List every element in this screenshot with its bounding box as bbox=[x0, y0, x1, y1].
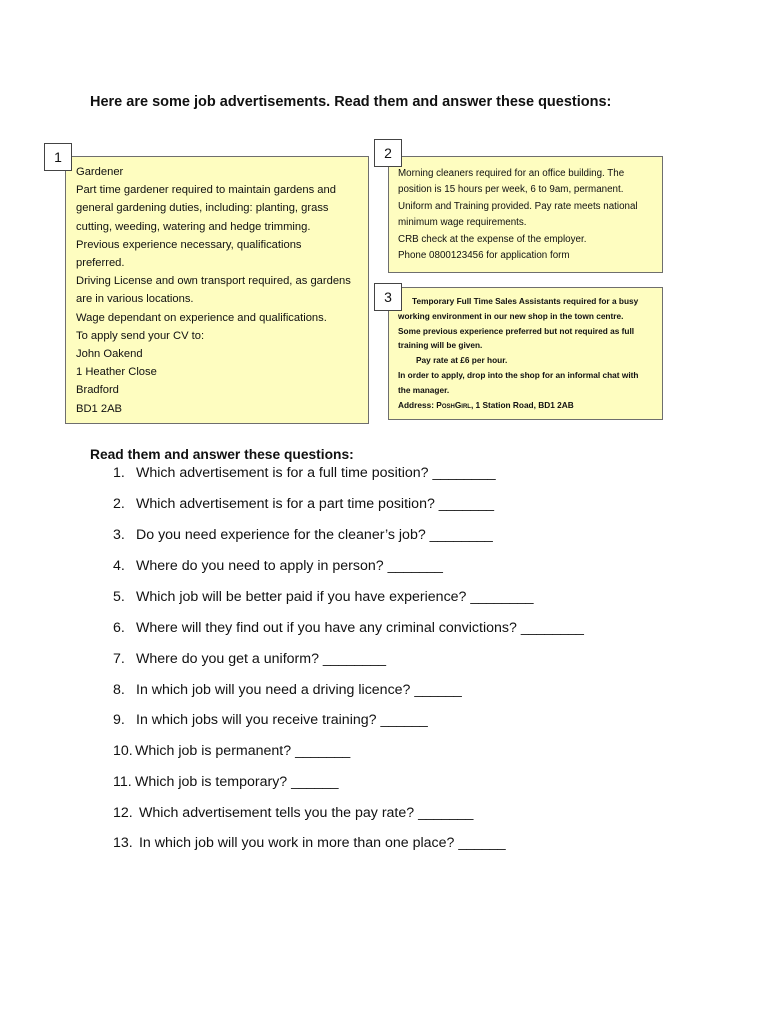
question-number: 7. bbox=[113, 651, 125, 667]
question-text: Where do you need to apply in person? _______ bbox=[136, 558, 443, 574]
advert-text-line: 1 Heather Close bbox=[76, 366, 157, 379]
question-text: Which advertisement is for a part time position? _______ bbox=[136, 496, 495, 512]
address-label: Address: bbox=[398, 399, 437, 410]
advert-cleaners bbox=[388, 156, 663, 273]
question-item bbox=[113, 620, 584, 636]
question-text: In which jobs will you receive training? ______ bbox=[136, 712, 428, 728]
advert-text-line: preferred. bbox=[76, 257, 125, 270]
question-item bbox=[113, 465, 496, 481]
advert-text-line: Gardener bbox=[76, 166, 124, 178]
advert-text-line: Bradford bbox=[76, 384, 119, 397]
question-text: Where do you get a uniform? ________ bbox=[136, 651, 387, 667]
advert-text-line: Part time gardener required to maintain gardens and bbox=[76, 184, 336, 197]
question-number: 13. bbox=[113, 835, 133, 851]
question-number: 5. bbox=[113, 589, 125, 605]
question-number: 9. bbox=[113, 712, 125, 728]
question-number: 1. bbox=[113, 465, 125, 481]
advert-text-line: Previous experience necessary, qualifications bbox=[76, 238, 302, 251]
question-number: 12. bbox=[113, 805, 133, 821]
advert-text-line: working environment in our new shop in the town centre. bbox=[398, 310, 624, 321]
advert-text-line: cutting, weeding, watering and hedge trimming. bbox=[76, 220, 311, 233]
shop-name: PoshGirl bbox=[436, 399, 471, 410]
advert-number-2: 2 bbox=[374, 139, 402, 167]
question-number: 6. bbox=[113, 620, 125, 636]
question-text: Where will they find out if you have any criminal convictions? ________ bbox=[136, 620, 584, 636]
advert-sales-assistants bbox=[388, 287, 663, 420]
advert-number-1: 1 bbox=[44, 143, 72, 171]
advert-gardener bbox=[65, 156, 369, 424]
question-text: Which job will be better paid if you have experience? ________ bbox=[136, 589, 534, 605]
question-item bbox=[113, 774, 338, 790]
advert-address-line bbox=[398, 398, 656, 413]
question-item bbox=[113, 743, 350, 759]
question-text: Which advertisement tells you the pay rate? _______ bbox=[135, 805, 474, 821]
question-item bbox=[113, 651, 386, 667]
page-heading: Here are some job advertisements. Read them and answer these questions: bbox=[90, 94, 612, 110]
question-item bbox=[113, 682, 462, 698]
question-item bbox=[113, 527, 493, 543]
advert-text-line: To apply send your CV to: bbox=[76, 329, 205, 342]
advert-text-line: Wage dependant on experience and qualifications. bbox=[76, 311, 327, 324]
question-text: In which job will you need a driving licence? ______ bbox=[136, 682, 462, 698]
advert-text-line: BD1 2AB bbox=[76, 402, 123, 415]
question-item bbox=[113, 712, 428, 728]
advert-text-line: Uniform and Training provided. Pay rate meets national bbox=[398, 200, 638, 212]
advert-text-line: Driving License and own transport required, as gardens bbox=[76, 275, 351, 288]
advert-text-line: In order to apply, drop into the shop for an informal chat with bbox=[398, 369, 639, 380]
question-number: 10. bbox=[113, 743, 133, 759]
question-text: In which job will you work in more than one place? ______ bbox=[135, 835, 506, 851]
advert-text-line: general gardening duties, including: planting, grass bbox=[76, 202, 329, 215]
question-item bbox=[113, 805, 473, 821]
question-item bbox=[113, 835, 506, 851]
question-text: Which job is temporary? ______ bbox=[135, 774, 339, 790]
question-number: 3. bbox=[113, 527, 125, 543]
advert-text-line: John Oakend bbox=[76, 348, 143, 361]
question-number: 2. bbox=[113, 496, 125, 512]
advert-number-3: 3 bbox=[374, 283, 402, 311]
address-rest: , 1 Station Road, BD1 2AB bbox=[470, 399, 574, 410]
advert-text-line: are in various locations. bbox=[76, 293, 194, 306]
advert-text-line: minimum wage requirements. bbox=[398, 217, 527, 229]
question-item bbox=[113, 589, 534, 605]
question-text: Which advertisement is for a full time position? ________ bbox=[136, 465, 496, 481]
advert-text-line: Phone 0800123456 for application form bbox=[398, 250, 570, 262]
advert-title-line: Temporary Full Time Sales Assistants required for a busy bbox=[412, 296, 639, 306]
question-text: Do you need experience for the cleaner’s job? ________ bbox=[136, 527, 493, 543]
question-number: 4. bbox=[113, 558, 125, 574]
question-number: 8. bbox=[113, 682, 125, 698]
advert-text-line: Some previous experience preferred but not required as full bbox=[398, 325, 635, 336]
question-item bbox=[113, 496, 494, 512]
advert-text-line: Morning cleaners required for an office building. The bbox=[398, 168, 625, 179]
advert-text-line: CRB check at the expense of the employer. bbox=[398, 233, 587, 245]
advert-text-line: the manager. bbox=[398, 384, 450, 395]
question-text: Which job is permanent? _______ bbox=[135, 743, 351, 759]
question-item bbox=[113, 558, 443, 574]
advert-text-line: position is 15 hours per week, 6 to 9am, permanent. bbox=[398, 184, 624, 196]
question-number: 11. bbox=[113, 774, 132, 790]
advert-pay-line: Pay rate at £6 per hour. bbox=[416, 355, 508, 366]
questions-heading: Read them and answer these questions: bbox=[90, 447, 354, 462]
advert-text-line: training will be given. bbox=[398, 340, 483, 351]
